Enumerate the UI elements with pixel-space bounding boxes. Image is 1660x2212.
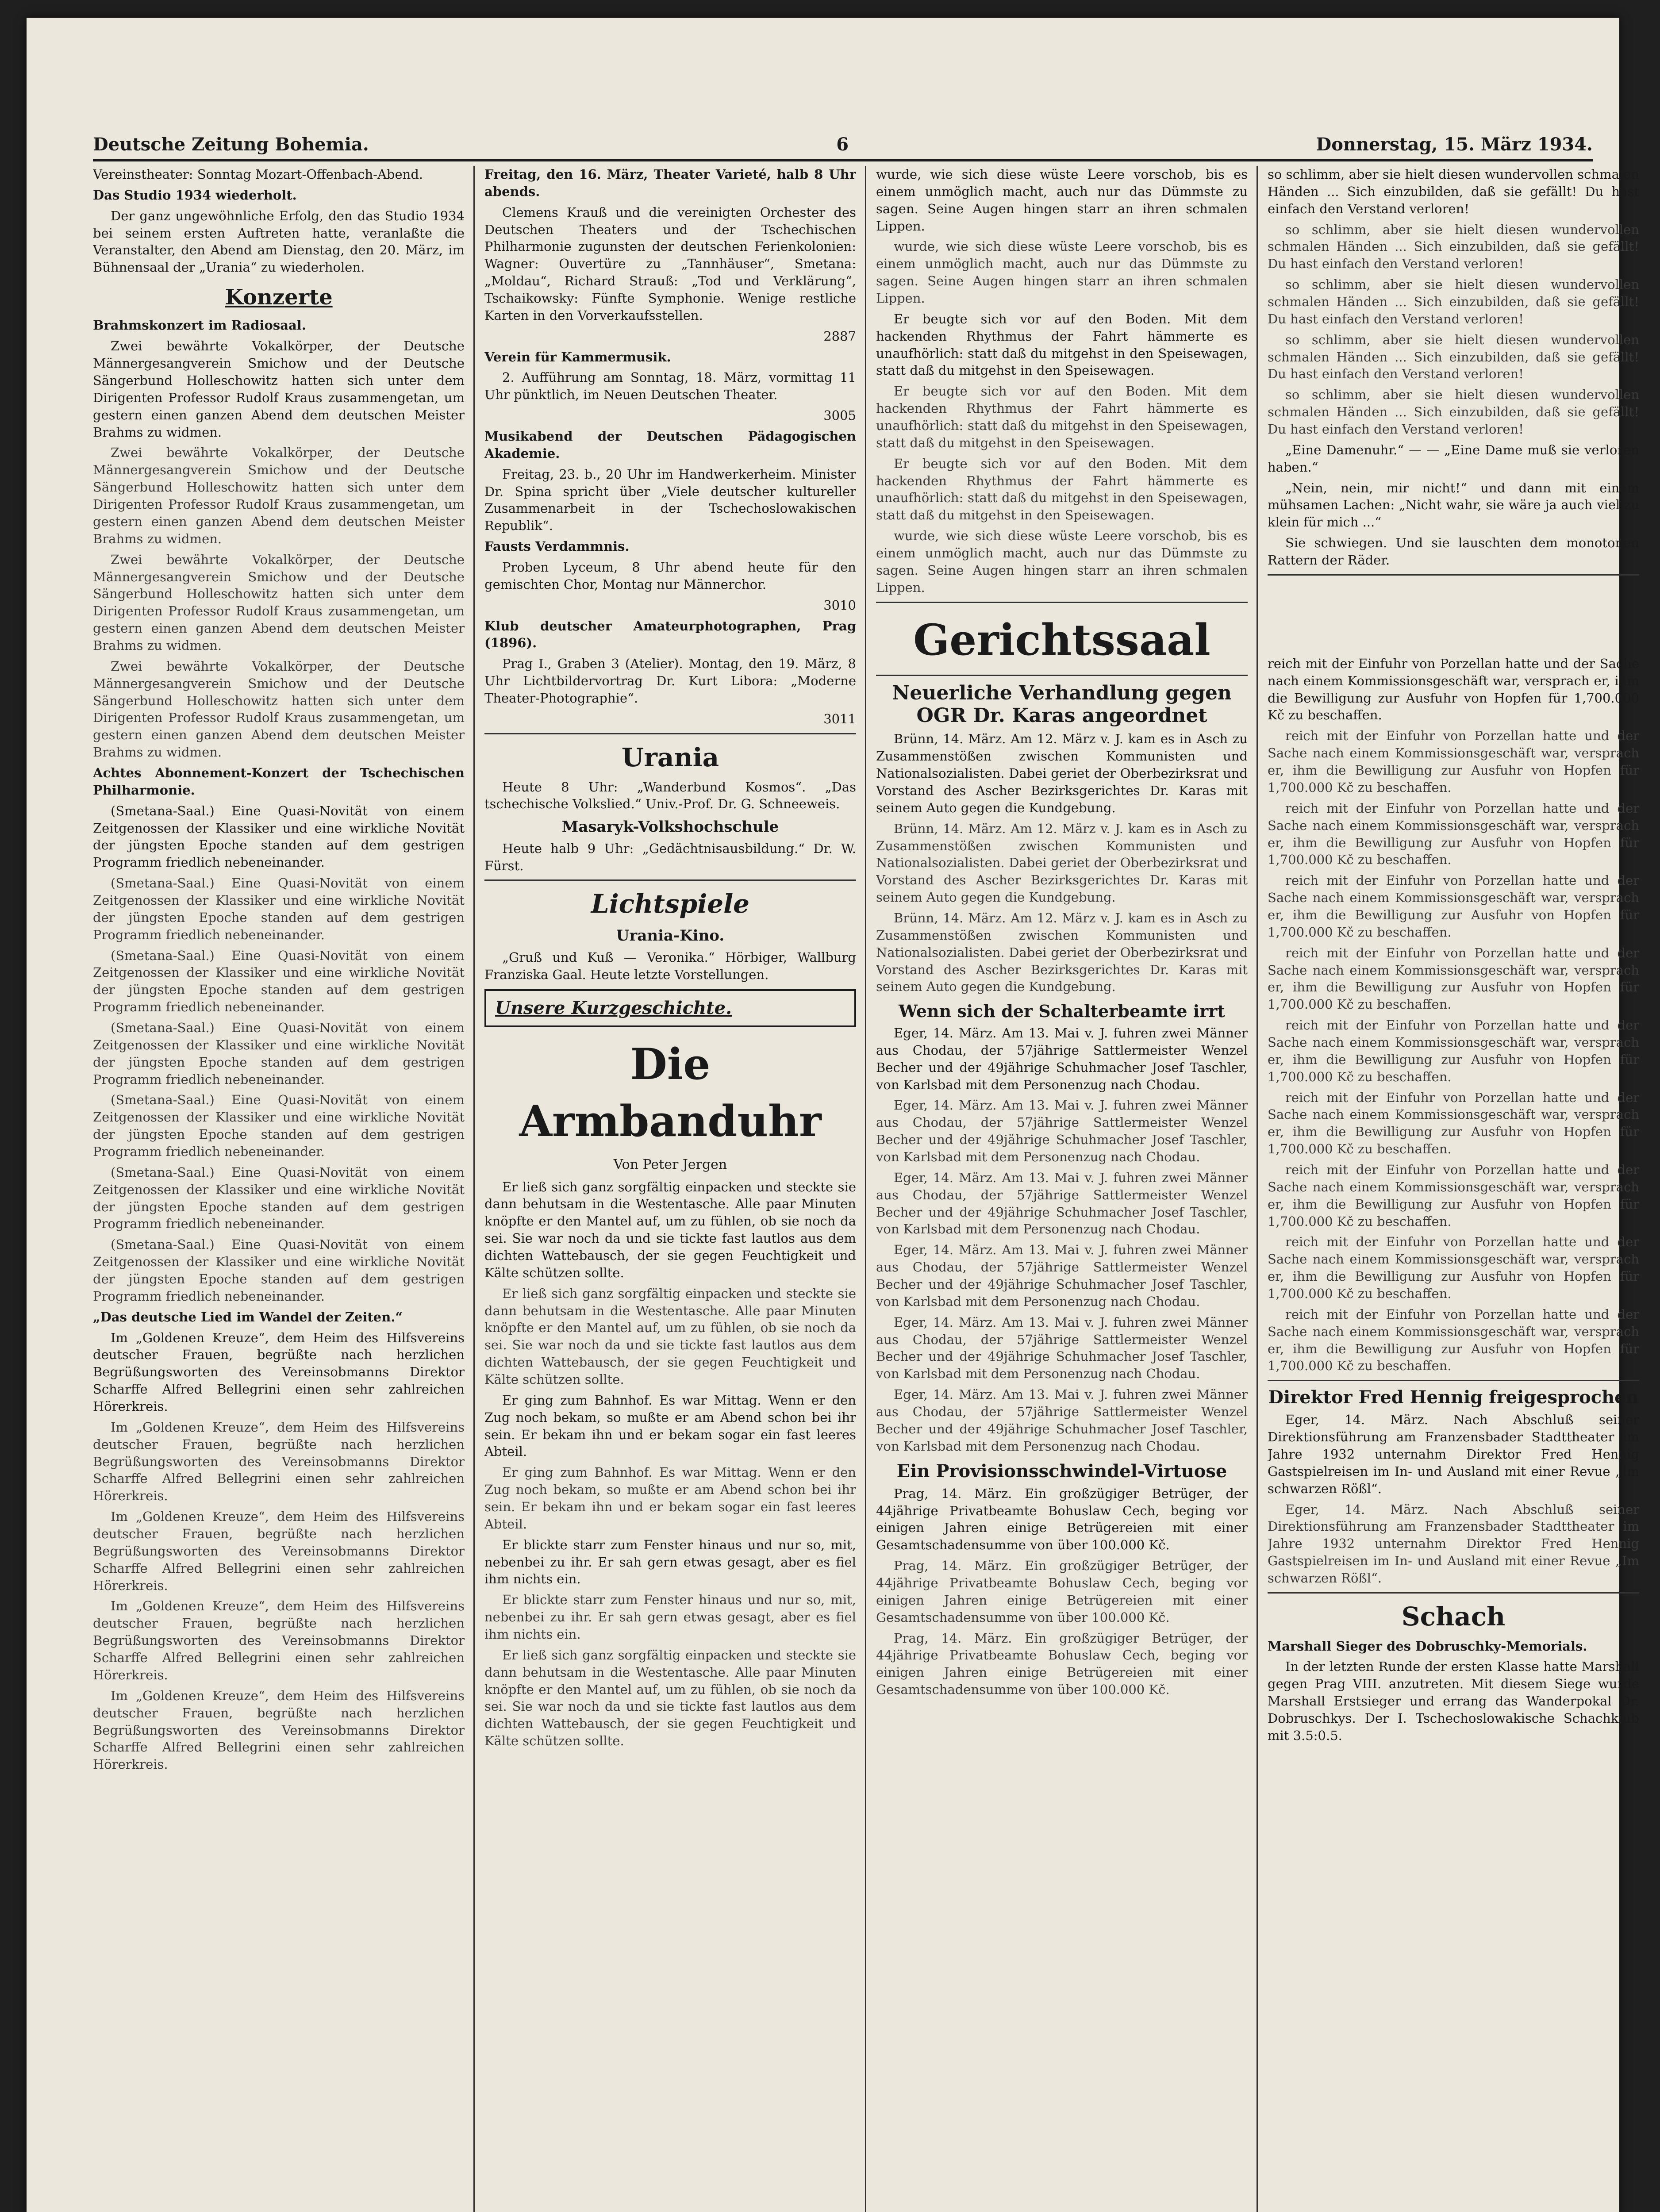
article-text: reich mit der Einfuhr von Porzellan hatte und der Sache nach einem Kommissionsgeschäft war, versprach er, ihm die Bewilligung zur Ausfuhr von Hopfen für 1,700.000 Kč zu beschaffen. xyxy=(1268,1090,1639,1157)
article-text: Eger, 14. März. Am 13. Mai v. J. fuhren zwei Männer aus Chodau, der 57jährige Sattlermeister Wenzel Becher und der 49jährige Schuhmacher Josef Taschler, von Karlsbad mit dem Personenzug nach Chodau. xyxy=(876,1242,1248,1309)
issue-date: Donnerstag, 15. März 1934. xyxy=(1316,134,1593,155)
article-text: Prag I., Graben 3 (Atelier). Montag, den 19. März, 8 Uhr Lichtbildervortrag Dr. Kurt Libora: „Moderne Theater-Photographie“. xyxy=(484,656,856,706)
article-text: reich mit der Einfuhr von Porzellan hatte und der Sache nach einem Kommissionsgeschäft war, versprach er, ihm die Bewilligung zur Ausfuhr von Hopfen für 1,700.000 Kč zu beschaffen. xyxy=(1268,1018,1639,1084)
article-heading: Brahmskonzert im Radiosaal. xyxy=(93,318,306,333)
section-title: Gerichtssaal xyxy=(913,614,1210,665)
article-heading: Ein Provisionsschwindel-Virtuose xyxy=(896,1460,1227,1482)
article-text: Zwei bewährte Vokalkörper, der Deutsche Männergesangverein Smichow und der Deutsche Sängerbund Holleschowitz hatten sich unter dem Dirigenten Professor Rudolf Kraus zusammengetan, um gestern einen ganzen Abend dem deutschen Meister Brahms zu widmen. xyxy=(93,445,465,546)
section-box: Unsere Kurzgeschichte. xyxy=(484,989,856,1027)
column-1 xyxy=(93,166,465,2212)
article-text: reich mit der Einfuhr von Porzellan hatte und der Sache nach einem Kommissionsgeschäft war, versprach er, ihm die Bewilligung zur Ausfuhr von Hopfen für 1,700.000 Kč zu beschaffen. xyxy=(1268,1306,1639,1374)
article-heading: Verein für Kammermusik. xyxy=(484,349,671,365)
page-number: 6 xyxy=(836,134,849,155)
story-text: Er beugte sich vor auf den Boden. Mit dem hackenden Rhythmus der Fahrt hämmerte es unaufhörlich: statt daß du mitgehst in den Speisewagen, statt daß du mitgehst in den Speisewagen. xyxy=(876,311,1248,378)
column-4 xyxy=(1268,166,1639,2212)
article-text: Im „Goldenen Kreuze“, dem Heim des Hilfsvereins deutscher Frauen, begrüßte nach herzlichen Begrüßungsworten des Vereinsobmanns Direktor Scharffe Alfred Bellegrini einen sehr zahlreichen Hörerkreis. xyxy=(93,1688,465,1772)
article-text: Zwei bewährte Vokalkörper, der Deutsche Männergesangverein Smichow und der Deutsche Sängerbund Holleschowitz hatten sich unter dem Dirigenten Professor Rudolf Kraus zusammengetan, um gestern einen ganzen Abend dem deutschen Meister Brahms zu widmen. xyxy=(93,658,465,760)
ad-number: 3005 xyxy=(823,408,856,423)
listing-text: Heute 8 Uhr: „Wanderbund Kosmos“. „Das tschechische Volkslied.“ Univ.-Prof. Dr. G. Schneeweis. xyxy=(484,779,856,812)
article-heading: Wenn sich der Schalterbeamte irrt xyxy=(899,1001,1225,1022)
story-text: so schlimm, aber sie hielt diesen wundervollen schmalen Händen ... Sich einzubilden, daß sie gefällt! Du hast einfach den Verstand verloren! xyxy=(1268,277,1639,326)
story-text: Er ließ sich ganz sorgfältig einpacken und steckte sie dann behutsam in die Westentasche. Alle paar Minuten knöpfte er den Mantel auf, um zu fühlen, ob sie noch da sei. Sie war noch da und sie tickte fast lautlos aus dem dichten Wattebausch, der sie gegen Feuchtigkeit und Kälte schützen sollte. xyxy=(484,1179,856,1280)
article-text: Im „Goldenen Kreuze“, dem Heim des Hilfsvereins deutscher Frauen, begrüßte nach herzlichen Begrüßungsworten des Vereinsobmanns Direktor Scharffe Alfred Bellegrini einen sehr zahlreichen Hörerkreis. xyxy=(93,1509,465,1593)
subsection-title: Urania-Kino. xyxy=(616,927,725,945)
story-text: so schlimm, aber sie hielt diesen wundervollen schmalen Händen ... Sich einzubilden, daß sie gefällt! Du hast einfach den Verstand verloren! xyxy=(1268,167,1639,216)
article-text: reich mit der Einfuhr von Porzellan hatte und der Sache nach einem Kommissionsgeschäft war, versprach er, ihm die Bewilligung zur Ausfuhr von Hopfen für 1,700.000 Kč zu beschaffen. xyxy=(1268,945,1639,1012)
article-text: 2. Aufführung am Sonntag, 18. März, vormittag 11 Uhr pünktlich, im Neuen Deutschen Theater. xyxy=(484,370,856,403)
section-title: Masaryk-Volkshochschule xyxy=(561,818,779,836)
article-heading: Marshall Sieger des Dobruschky-Memorials. xyxy=(1268,1638,1587,1654)
article-text: Eger, 14. März. Am 13. Mai v. J. fuhren zwei Männer aus Chodau, der 57jährige Sattlermeister Wenzel Becher und der 49jährige Schuhmacher Josef Taschler, von Karlsbad mit dem Personenzug nach Chodau. xyxy=(876,1098,1248,1165)
column-3 xyxy=(876,166,1248,2212)
story-text: „Nein, nein, mir nicht!“ und dann mit einem mühsamen Lachen: „Nicht wahr, sie wäre ja auch viel zu klein für mich ...“ xyxy=(1268,480,1639,530)
story-text: Er beugte sich vor auf den Boden. Mit dem hackenden Rhythmus der Fahrt hämmerte es unaufhörlich: statt daß du mitgehst in den Speisewagen, statt daß du mitgehst in den Speisewagen. xyxy=(876,456,1248,523)
article-text: reich mit der Einfuhr von Porzellan hatte und der Sache nach einem Kommissionsgeschäft war, versprach er, ihm die Bewilligung zur Ausfuhr von Hopfen für 1,700.000 Kč zu beschaffen. xyxy=(1268,873,1639,940)
article-text: Im „Goldenen Kreuze“, dem Heim des Hilfsvereins deutscher Frauen, begrüßte nach herzlichen Begrüßungsworten des Vereinsobmanns Direktor Scharffe Alfred Bellegrini einen sehr zahlreichen Hörerkreis. xyxy=(93,1330,465,1414)
article-text: (Smetana-Saal.) Eine Quasi-Novität von einem Zeitgenossen der Klassiker und eine wirkliche Novität der jüngsten Epoche standen auf dem gestrigen Programm friedlich nebeneinander. xyxy=(93,876,465,942)
divider xyxy=(1268,574,1639,576)
ad-number: 2887 xyxy=(823,328,856,344)
article-text: Freitag, 23. b., 20 Uhr im Handwerkerheim. Minister Dr. Spina spricht über „Viele deutscher kultureller Zusammenarbeit in der Tschechoslowakischen Republik“. xyxy=(484,466,856,534)
story-text: wurde, wie sich diese wüste Leere vorschob, bis es einem unmöglich macht, auch nur das Dümmste zu sagen. Seine Augen hingen starr an ihren schmalen Lippen. xyxy=(876,528,1248,595)
article-text: reich mit der Einfuhr von Porzellan hatte und der Sache nach einem Kommissionsgeschäft war, versprach er, ihm die Bewilligung zur Ausfuhr von Hopfen für 1,700.000 Kč zu beschaffen. xyxy=(1268,1162,1639,1229)
article-text: Prag, 14. März. Ein großzügiger Betrüger, der 44jährige Privatbeamte Bohuslaw Cech, beging vor einigen Jahren einige Betrügereien mit einer Gesamtschadensumme von über 100.000 Kč. xyxy=(876,1486,1248,1553)
article-heading: „Das deutsche Lied im Wandel der Zeiten.“ xyxy=(93,1309,403,1325)
story-text: Er ließ sich ganz sorgfältig einpacken und steckte sie dann behutsam in die Westentasche. Alle paar Minuten knöpfte er den Mantel auf, um zu fühlen, ob sie noch da sei. Sie war noch da und sie tickte fast lautlos aus dem dichten Wattebausch, der sie gegen Feuchtigkeit und Kälte schützen sollte. xyxy=(484,1647,856,1749)
article-text: Zwei bewährte Vokalkörper, der Deutsche Männergesangverein Smichow und der Deutsche Sängerbund Holleschowitz hatten sich unter dem Dirigenten Professor Rudolf Kraus zusammengetan, um gestern einen ganzen Abend dem deutschen Meister Brahms zu widmen. xyxy=(93,338,465,440)
article-text: (Smetana-Saal.) Eine Quasi-Novität von einem Zeitgenossen der Klassiker und eine wirkliche Novität der jüngsten Epoche standen auf dem gestrigen Programm friedlich nebeneinander. xyxy=(93,803,465,870)
article-text: Brünn, 14. März. Am 12. März v. J. kam es in Asch zu Zusammenstößen zwischen Kommunisten und Nationalsozialisten. Dabei geriet der Oberbezirksrat und Vorstand des Ascher Bezirksgerichtes Dr. Karas mit seinem Auto gegen die Kundgebung. xyxy=(876,910,1248,995)
divider xyxy=(1268,1592,1639,1594)
story-author: Von Peter Jergen xyxy=(613,1157,727,1173)
column-rule xyxy=(473,166,475,2212)
article-heading: Direktor Fred Hennig freigesprochen xyxy=(1268,1387,1639,1408)
article-heading: Freitag, den 16. März, Theater Varieté, halb 8 Uhr abends. xyxy=(484,167,856,199)
divider xyxy=(484,733,856,734)
article-text: (Smetana-Saal.) Eine Quasi-Novität von einem Zeitgenossen der Klassiker und eine wirkliche Novität der jüngsten Epoche standen auf dem gestrigen Programm friedlich nebeneinander. xyxy=(93,1092,465,1159)
article-text: Eger, 14. März. Am 13. Mai v. J. fuhren zwei Männer aus Chodau, der 57jährige Sattlermeister Wenzel Becher und der 49jährige Schuhmacher Josef Taschler, von Karlsbad mit dem Personenzug nach Chodau. xyxy=(876,1387,1248,1454)
article-text: Im „Goldenen Kreuze“, dem Heim des Hilfsvereins deutscher Frauen, begrüßte nach herzlichen Begrüßungsworten des Vereinsobmanns Direktor Scharffe Alfred Bellegrini einen sehr zahlreichen Hörerkreis. xyxy=(93,1419,465,1504)
column-rule xyxy=(1257,166,1258,2212)
column-2 xyxy=(484,166,856,2212)
article-heading: Neuerliche Verhandlung gegen OGR Dr. Karas angeordnet xyxy=(892,682,1232,727)
story-text: wurde, wie sich diese wüste Leere vorschob, bis es einem unmöglich macht, auch nur das Dümmste zu sagen. Seine Augen hingen starr an ihren schmalen Lippen. xyxy=(876,167,1248,234)
article-text: Eger, 14. März. Am 13. Mai v. J. fuhren zwei Männer aus Chodau, der 57jährige Sattlermeister Wenzel Becher und der 49jährige Schuhmacher Josef Taschler, von Karlsbad mit dem Personenzug nach Chodau. xyxy=(876,1025,1248,1092)
story-text: Er blickte starr zum Fenster hinaus und nur so, mit, nebenbei zu ihr. Er sah gern etwas gesagt, aber es fiel ihm nichts ein. xyxy=(484,1537,856,1587)
article-text: In der letzten Runde der ersten Klasse hatte Marshall gegen Prag VIII. anzutreten. Mit diesem Siege wurde Marshall Erstsieger und errang das Wanderpokal Dr. Dobruschkys. Der I. Tschechoslowakische Schachklub mit 3.5:0.5. xyxy=(1268,1659,1639,1743)
story-text: Er ließ sich ganz sorgfältig einpacken und steckte sie dann behutsam in die Westentasche. Alle paar Minuten knöpfte er den Mantel auf, um zu fühlen, ob sie noch da sei. Sie war noch da und sie tickte fast lautlos aus dem dichten Wattebausch, der sie gegen Feuchtigkeit und Kälte schützen sollte. xyxy=(484,1286,856,1387)
article-text: Der ganz ungewöhnliche Erfolg, den das Studio 1934 bei seinem ersten Auftreten hatte, veranlaßte die Veranstalter, den Abend am Dienstag, den 20. März, im Bühnensaal der „Urania“ zu wiederholen. xyxy=(93,208,465,275)
article-text: Im „Goldenen Kreuze“, dem Heim des Hilfsvereins deutscher Frauen, begrüßte nach herzlichen Begrüßungsworten des Vereinsobmanns Direktor Scharffe Alfred Bellegrini einen sehr zahlreichen Hörerkreis. xyxy=(93,1598,465,1682)
section-title: Konzerte xyxy=(225,285,333,310)
article-text: Prag, 14. März. Ein großzügiger Betrüger, der 44jährige Privatbeamte Bohuslaw Cech, beging vor einigen Jahren einige Betrügereien mit einer Gesamtschadensumme von über 100.000 Kč. xyxy=(876,1630,1248,1697)
story-text: Sie schwiegen. Und sie lauschten dem monotonen Rattern der Räder. xyxy=(1268,535,1639,568)
divider xyxy=(1268,1380,1639,1381)
article-text: reich mit der Einfuhr von Porzellan hatte und der Sache nach einem Kommissionsgeschäft war, versprach er, ihm die Bewilligung zur Ausfuhr von Hopfen für 1,700.000 Kč zu beschaffen. xyxy=(1268,656,1639,723)
article-heading: Musikabend der Deutschen Pädagogischen Akademie. xyxy=(484,429,856,461)
story-text: „Eine Damenuhr.“ — — „Eine Dame muß sie verloren haben.“ xyxy=(1268,442,1639,475)
story-text: Er blickte starr zum Fenster hinaus und nur so, mit, nebenbei zu ihr. Er sah gern etwas gesagt, aber es fiel ihm nichts ein. xyxy=(484,1592,856,1642)
story-text: Er ging zum Bahnhof. Es war Mittag. Wenn er den Zug noch bekam, so mußte er am Abend schon bei ihr sein. Er bekam ihn und er bekam sogar ein fast leeres Abteil. xyxy=(484,1392,856,1459)
article-text: (Smetana-Saal.) Eine Quasi-Novität von einem Zeitgenossen der Klassiker und eine wirkliche Novität der jüngsten Epoche standen auf dem gestrigen Programm friedlich nebeneinander. xyxy=(93,1020,465,1087)
story-text: so schlimm, aber sie hielt diesen wundervollen schmalen Händen ... Sich einzubilden, daß sie gefällt! Du hast einfach den Verstand verloren! xyxy=(1268,332,1639,382)
divider xyxy=(876,675,1248,676)
article-text: (Smetana-Saal.) Eine Quasi-Novität von einem Zeitgenossen der Klassiker und eine wirkliche Novität der jüngsten Epoche standen auf dem gestrigen Programm friedlich nebeneinander. xyxy=(93,1164,465,1232)
article-text: Zwei bewährte Vokalkörper, der Deutsche Männergesangverein Smichow und der Deutsche Sängerbund Holleschowitz hatten sich unter dem Dirigenten Professor Rudolf Kraus zusammengetan, um gestern einen ganzen Abend dem deutschen Meister Brahms zu widmen. xyxy=(93,552,465,653)
story-text: so schlimm, aber sie hielt diesen wundervollen schmalen Händen ... Sich einzubilden, daß sie gefällt! Du hast einfach den Verstand verloren! xyxy=(1268,387,1639,437)
article-heading: Fausts Verdammnis. xyxy=(484,539,630,554)
article-text: Eger, 14. März. Nach Abschluß seiner Direktionsführung am Franzensbader Stadttheater im Jahre 1932 unternahm Direktor Fred Hennig Gastspielreisen im In- und Ausland mit einer Revue „Im schwarzen Rößl“. xyxy=(1268,1412,1639,1496)
article-text: Eger, 14. März. Nach Abschluß seiner Direktionsführung am Franzensbader Stadttheater im Jahre 1932 unternahm Direktor Fred Hennig Gastspielreisen im In- und Ausland mit einer Revue „Im schwarzen Rößl“. xyxy=(1268,1502,1639,1586)
column-rule xyxy=(865,166,866,2212)
story-text: so schlimm, aber sie hielt diesen wundervollen schmalen Händen ... Sich einzubilden, daß sie gefällt! Du hast einfach den Verstand verloren! xyxy=(1268,222,1639,272)
article-heading: Das Studio 1934 wiederholt. xyxy=(93,187,297,203)
story-title: Die Armbanduhr xyxy=(519,1039,822,1146)
article-heading: Achtes Abonnement-Konzert der Tschechischen Philharmonie. xyxy=(93,765,465,798)
article-text: Proben Lyceum, 8 Uhr abend heute für den gemischten Chor, Montag nur Männerchor. xyxy=(484,560,856,592)
story-text: Er beugte sich vor auf den Boden. Mit dem hackenden Rhythmus der Fahrt hämmerte es unaufhörlich: statt daß du mitgehst in den Speisewagen, statt daß du mitgehst in den Speisewagen. xyxy=(876,384,1248,450)
ad-number: 3010 xyxy=(823,597,856,613)
story-text: wurde, wie sich diese wüste Leere vorschob, bis es einem unmöglich macht, auch nur das Dümmste zu sagen. Seine Augen hingen starr an ihren schmalen Lippen. xyxy=(876,239,1248,306)
notice: Vereinstheater: Sonntag Mozart-Offenbach-Abend. xyxy=(93,167,423,182)
article-heading: Klub deutscher Amateurphotographen, Prag (1896). xyxy=(484,618,856,651)
masthead: Deutsche Zeitung Bohemia. xyxy=(93,134,369,155)
article-text: (Smetana-Saal.) Eine Quasi-Novität von einem Zeitgenossen der Klassiker und eine wirkliche Novität der jüngsten Epoche standen auf dem gestrigen Programm friedlich nebeneinander. xyxy=(93,1237,465,1304)
article-text: Brünn, 14. März. Am 12. März v. J. kam es in Asch zu Zusammenstößen zwischen Kommunisten und Nationalsozialisten. Dabei geriet der Oberbezirksrat und Vorstand des Ascher Bezirksgerichtes Dr. Karas mit seinem Auto gegen die Kundgebung. xyxy=(876,821,1248,905)
newspaper-page xyxy=(27,18,1639,2212)
article-text: reich mit der Einfuhr von Porzellan hatte und der Sache nach einem Kommissionsgeschäft war, versprach er, ihm die Bewilligung zur Ausfuhr von Hopfen für 1,700.000 Kč zu beschaffen. xyxy=(1268,800,1639,868)
page-header xyxy=(93,119,1593,161)
divider xyxy=(484,879,856,881)
listing-text: „Gruß und Kuß — Veronika.“ Hörbiger, Wallburg Franziska Gaal. Heute letzte Vorstellungen. xyxy=(484,949,856,982)
article-text: (Smetana-Saal.) Eine Quasi-Novität von einem Zeitgenossen der Klassiker und eine wirkliche Novität der jüngsten Epoche standen auf dem gestrigen Programm friedlich nebeneinander. xyxy=(93,948,465,1015)
listing-text: Heute halb 9 Uhr: „Gedächtnisausbildung.“ Dr. W. Fürst. xyxy=(484,841,856,873)
article-text: Brünn, 14. März. Am 12. März v. J. kam es in Asch zu Zusammenstößen zwischen Kommunisten und Nationalsozialisten. Dabei geriet der Oberbezirksrat und Vorstand des Ascher Bezirksgerichtes Dr. Karas mit seinem Auto gegen die Kundgebung. xyxy=(876,731,1248,815)
section-title: Urania xyxy=(621,742,719,772)
divider xyxy=(876,602,1248,603)
section-title: Lichtspiele xyxy=(591,889,750,919)
ad-number: 3011 xyxy=(823,711,856,726)
section-title: Schach xyxy=(1401,1601,1506,1632)
article-text: reich mit der Einfuhr von Porzellan hatte und der Sache nach einem Kommissionsgeschäft war, versprach er, ihm die Bewilligung zur Ausfuhr von Hopfen für 1,700.000 Kč zu beschaffen. xyxy=(1268,1234,1639,1301)
article-text: Clemens Krauß und die vereinigten Orchester des Deutschen Theaters und der Tschechischen Philharmonie zugunsten der deutschen Ferienkolonien: Wagner: Ouvertüre zu „Tannhäuser“, Smetana: „Moldau“, Richard Strauß: „Tod und Verklärung“, Tschaikowsky: Fünfte Symphonie. Wenige restliche Karten in den Vorverkaufsstellen. xyxy=(484,204,856,323)
story-text: Er ging zum Bahnhof. Es war Mittag. Wenn er den Zug noch bekam, so mußte er am Abend schon bei ihr sein. Er bekam ihn und er bekam sogar ein fast leeres Abteil. xyxy=(484,1465,856,1532)
article-text: Eger, 14. März. Am 13. Mai v. J. fuhren zwei Männer aus Chodau, der 57jährige Sattlermeister Wenzel Becher und der 49jährige Schuhmacher Josef Taschler, von Karlsbad mit dem Personenzug nach Chodau. xyxy=(876,1314,1248,1382)
article-text: reich mit der Einfuhr von Porzellan hatte und der Sache nach einem Kommissionsgeschäft war, versprach er, ihm die Bewilligung zur Ausfuhr von Hopfen für 1,700.000 Kč zu beschaffen. xyxy=(1268,728,1639,795)
article-text: Eger, 14. März. Am 13. Mai v. J. fuhren zwei Männer aus Chodau, der 57jährige Sattlermeister Wenzel Becher und der 49jährige Schuhmacher Josef Taschler, von Karlsbad mit dem Personenzug nach Chodau. xyxy=(876,1170,1248,1237)
article-text: Prag, 14. März. Ein großzügiger Betrüger, der 44jährige Privatbeamte Bohuslaw Cech, beging vor einigen Jahren einige Betrügereien mit einer Gesamtschadensumme von über 100.000 Kč. xyxy=(876,1558,1248,1625)
